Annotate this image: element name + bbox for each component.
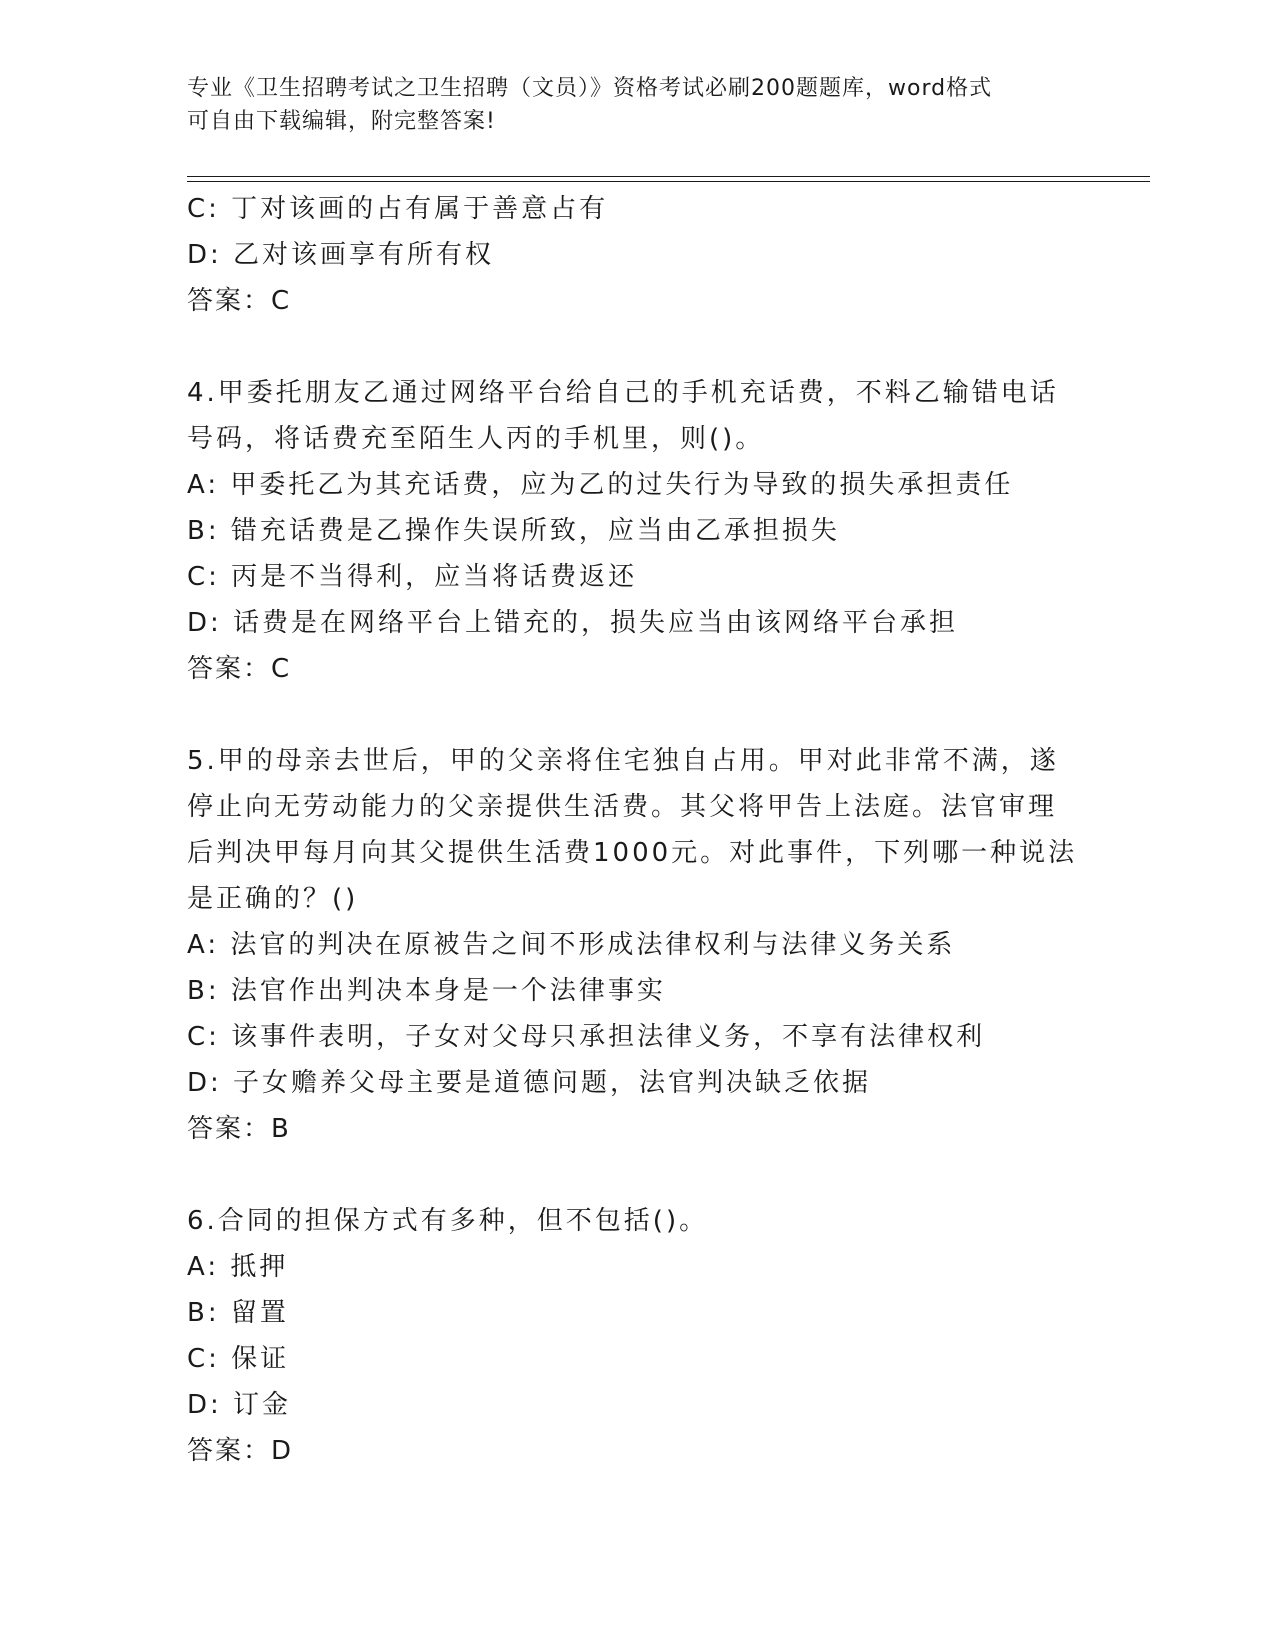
q6-option-c: C: 保证: [187, 1344, 290, 1374]
q5-text-line-3: 后判决甲每月向其父提供生活费1000元。对此事件，下列哪一种说法: [187, 838, 1078, 868]
header-line-2: 可自由下载编辑，附完整答案!: [187, 109, 496, 134]
spacer: [187, 692, 1087, 738]
q4-option-c: C: 丙是不当得利，应当将话费返还: [187, 562, 638, 592]
q6-option-b: B: 留置: [187, 1298, 289, 1328]
q6-option-d: D: 订金: [187, 1390, 292, 1420]
q5-option-c: C: 该事件表明，子女对父母只承担法律义务，不享有法律权利: [187, 1022, 986, 1052]
spacer: [187, 1152, 1087, 1198]
q3-option-c: C: 丁对该画的占有属于善意占有: [187, 194, 609, 224]
q5-answer: 答案：B: [187, 1114, 291, 1144]
spacer: [187, 324, 1087, 370]
q4-text-line-1: 4.甲委托朋友乙通过网络平台给自己的手机充话费，不料乙输错电话: [187, 378, 1059, 408]
q5-text-line-1: 5.甲的母亲去世后，甲的父亲将住宅独自占用。甲对此非常不满，遂: [187, 746, 1059, 776]
question-3-tail: [187, 186, 1087, 324]
q6-text-line-1: 6.合同的担保方式有多种，但不包括()。: [187, 1206, 709, 1236]
q4-text-line-2: 号码，将话费充至陌生人丙的手机里，则()。: [187, 424, 765, 454]
q4-option-b: B: 错充话费是乙操作失误所致，应当由乙承担损失: [187, 516, 840, 546]
q3-answer: 答案：C: [187, 286, 292, 316]
q3-option-d: D: 乙对该画享有所有权: [187, 240, 495, 270]
q4-answer: 答案：C: [187, 654, 292, 684]
q5-text-line-2: 停止向无劳动能力的父亲提供生活费。其父将甲告上法庭。法官审理: [187, 792, 1058, 822]
header-line-1: 专业《卫生招聘考试之卫生招聘（文员）》资格考试必刷200题题库，word格式: [187, 76, 993, 101]
question-6: [187, 1198, 1087, 1474]
q4-option-a: A: 甲委托乙为其充话费，应为乙的过失行为导致的损失承担责任: [187, 470, 1014, 500]
q5-option-a: A: 法官的判决在原被告之间不形成法律权利与法律义务关系: [187, 930, 956, 960]
question-4: [187, 370, 1087, 692]
q5-option-d: D: 子女赡养父母主要是道德问题，法官判决缺乏依据: [187, 1068, 872, 1098]
q6-answer: 答案：D: [187, 1436, 294, 1466]
q5-text-line-4: 是正确的？(): [187, 884, 359, 914]
header-double-rule: [187, 176, 1150, 182]
q6-option-a: A: 抵押: [187, 1252, 289, 1282]
page-header: [187, 72, 1087, 138]
question-5: [187, 738, 1087, 1152]
document-body: [187, 186, 1087, 1474]
q4-option-d: D: 话费是在网络平台上错充的，损失应当由该网络平台承担: [187, 608, 959, 638]
q5-option-b: B: 法官作出判决本身是一个法律事实: [187, 976, 666, 1006]
